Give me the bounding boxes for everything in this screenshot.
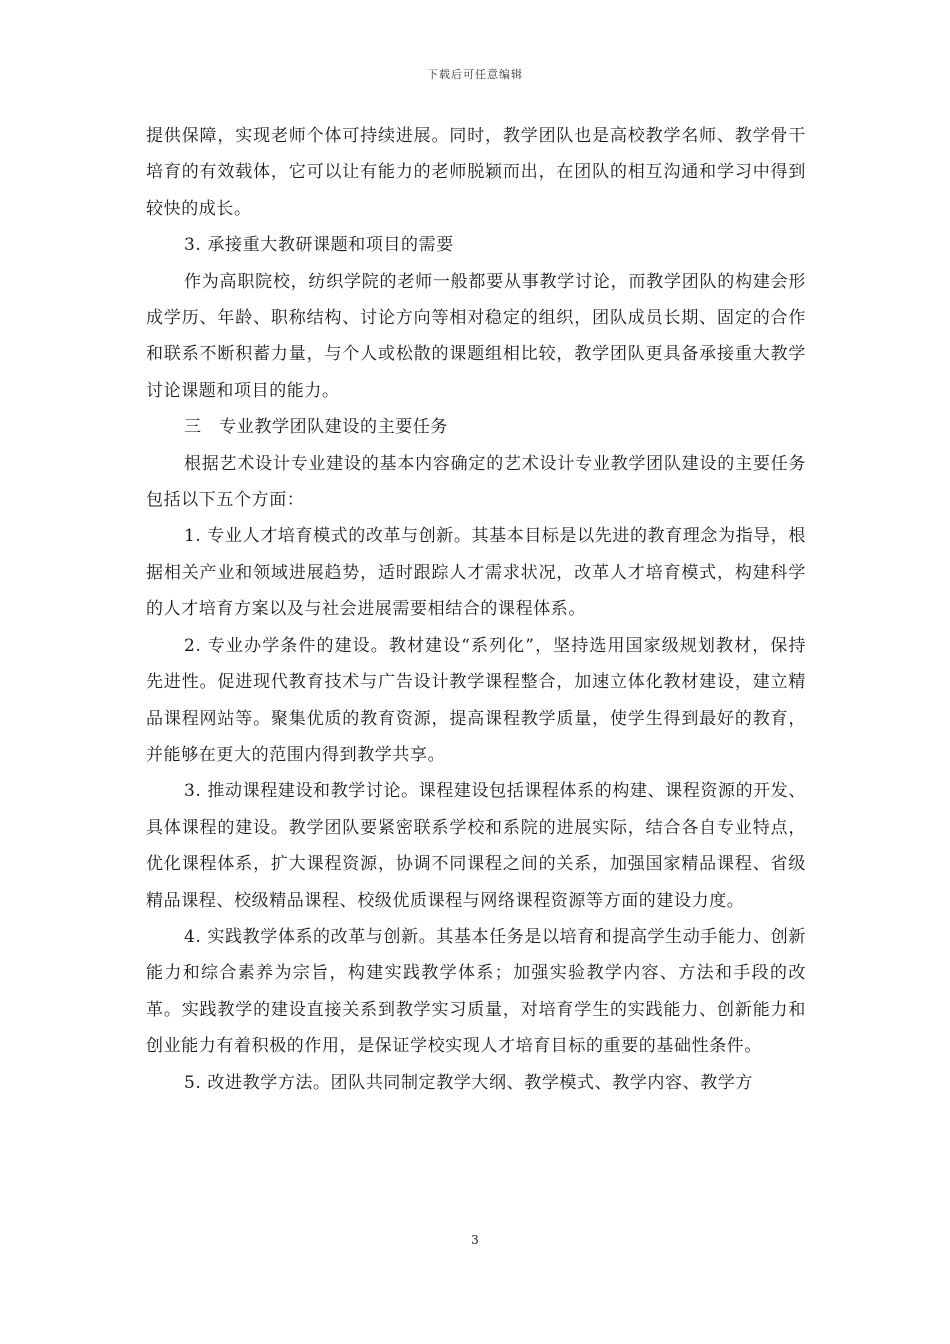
paragraph-5: 根据艺术设计专业建设的基本内容确定的艺术设计专业教学团队建设的主要任务包括以下五个方面：	[146, 453, 806, 511]
page-number: 3	[471, 1233, 479, 1247]
paragraph-3: 作为高职院校，纺织学院的老师一般都要从事教学讨论，而教学团队的构建会形成学历、年龄、职称结构、讨论方向等相对稳定的组织，团队成员长期、固定的合作和联系不断积蓄力量，与个人或松散的课题组相比较，教学团队更具备承接重大教学讨论课题和项目的能力。	[146, 271, 806, 401]
document-body	[146, 118, 806, 1101]
page-header: 下载后可任意编辑	[427, 68, 523, 81]
paragraph-6: 1. 专业人才培育模式的改革与创新。其基本目标是以先进的教育理念为指导，根据相关产业和领域进展趋势，适时跟踪人才需求状况，改革人才培育模式，构建科学的人才培育方案以及与社会进展需要相结合的课程体系。	[146, 526, 806, 620]
paragraph-2: 3. 承接重大教研课题和项目的需要	[184, 235, 454, 256]
section-heading: 三 专业教学团队建设的主要任务	[184, 417, 448, 438]
paragraph-9: 4. 实践教学体系的改革与创新。其基本任务是以培育和提高学生动手能力、创新能力和综合素养为宗旨，构建实践教学体系；加强实验教学内容、方法和手段的改革。实践教学的建设直接关系到教学实习质量，对培育学生的实践能力、创新能力和创业能力有着积极的作用，是保证学校实现人才培育目标的重要的基础性条件。	[146, 926, 806, 1057]
paragraph-8: 3. 推动课程建设和教学讨论。课程建设包括课程体系的构建、课程资源的开发、具体课程的建设。教学团队要紧密联系学校和系院的进展实际，结合各自专业特点，优化课程体系，扩大课程资源，协调不同课程之间的关系，加强国家精品课程、省级精品课程、校级精品课程、校级优质课程与网络课程资源等方面的建设力度。	[146, 781, 806, 911]
paragraph-10: 5. 改进教学方法。团队共同制定教学大纲、教学模式、教学内容、教学方	[184, 1072, 754, 1093]
paragraph-7: 2. 专业办学条件的建设。教材建设“系列化”，坚持选用国家级规划教材，保持先进性。促进现代教育技术与广告设计教学课程整合，加速立体化教材建设，建立精品课程网站等。聚集优质的教育资源，提高课程教学质量，使学生得到最好的教育，并能够在更大的范围内得到教学共享。	[146, 635, 806, 765]
paragraph-1: 提供保障，实现老师个体可持续进展。同时，教学团队也是高校教学名师、教学骨干培育的有效载体，它可以让有能力的老师脱颖而出，在团队的相互沟通和学习中得到较快的成长。	[146, 126, 806, 219]
